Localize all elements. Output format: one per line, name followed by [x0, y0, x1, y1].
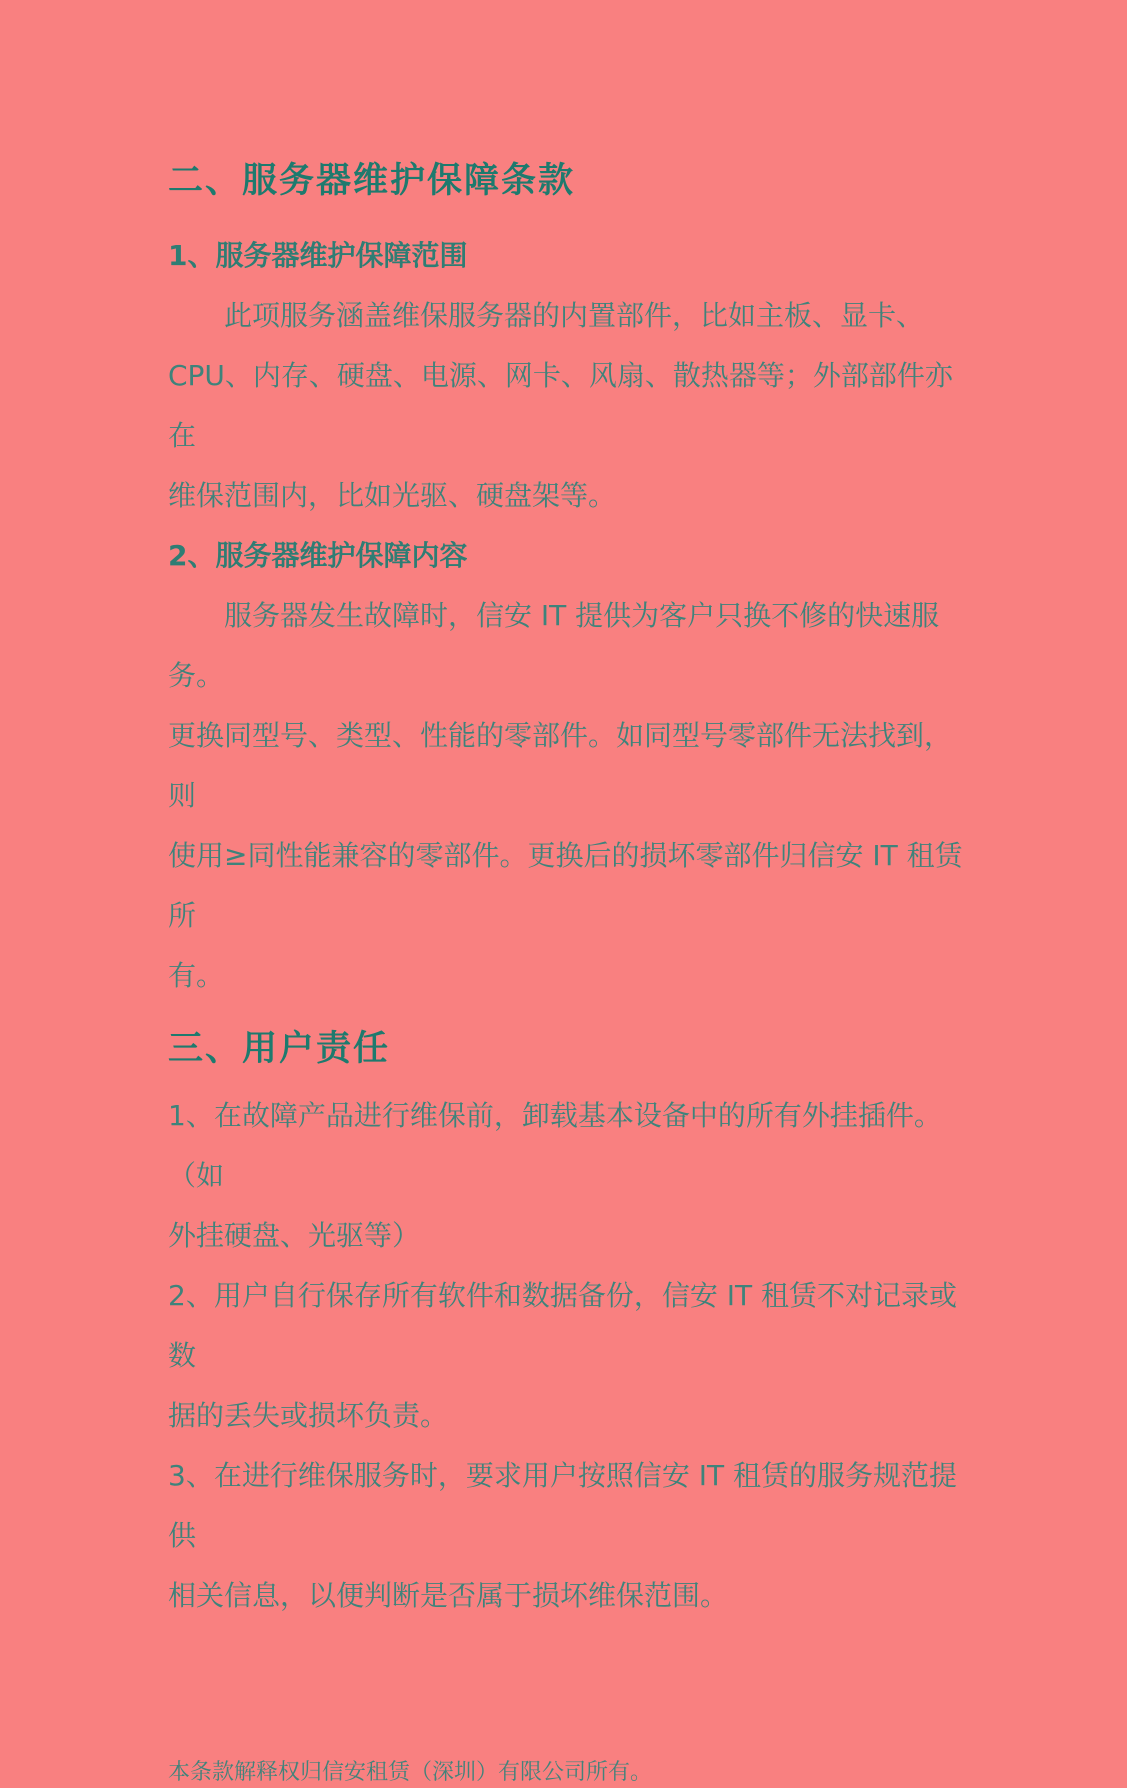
document-content — [168, 158, 963, 1788]
list-item-line: 3、在进行维保服务时，要求用户按照信安 IT 租赁的服务规范提供 — [168, 1459, 957, 1552]
paragraph-line: 维保范围内，比如光驱、硬盘架等。 — [168, 479, 617, 512]
paragraph-line: 使用≥同性能兼容的零部件。更换后的损坏零部件归信安 IT 租赁所 — [168, 839, 963, 932]
paragraph-line: 此项服务涵盖维保服务器的内置部件，比如主板、显卡、 — [224, 299, 925, 332]
footer-rights-note: 本条款解释权归信安租赁（深圳）有限公司所有。 — [168, 1760, 653, 1785]
paragraph-line: CPU、内存、硬盘、电源、网卡、风扇、散热器等；外部部件亦在 — [168, 359, 953, 452]
section2-subheading-2: 2、服务器维护保障内容 — [168, 539, 468, 572]
section3-heading: 三、用户责任 — [168, 1029, 391, 1069]
list-item-line: 2、用户自行保存所有软件和数据备份，信安 IT 租赁不对记录或数 — [168, 1279, 957, 1372]
section2-heading: 二、服务器维护保障条款 — [168, 161, 576, 201]
list-item-line: 相关信息，以便判断是否属于损坏维保范围。 — [168, 1579, 729, 1612]
paragraph-line: 有。 — [168, 959, 225, 992]
list-item-line: 1、在故障产品进行维保前，卸载基本设备中的所有外挂插件。（如 — [168, 1099, 942, 1192]
list-item-line: 据的丢失或损坏负责。 — [168, 1399, 449, 1432]
paragraph-line: 服务器发生故障时，信安 IT 提供为客户只换不修的快速服务。 — [168, 599, 940, 692]
section2-subheading-1: 1、服务器维护保障范围 — [168, 239, 468, 272]
list-item-line: 外挂硬盘、光驱等） — [168, 1219, 421, 1252]
paragraph-line: 更换同型号、类型、性能的零部件。如同型号零部件无法找到，则 — [168, 719, 953, 812]
